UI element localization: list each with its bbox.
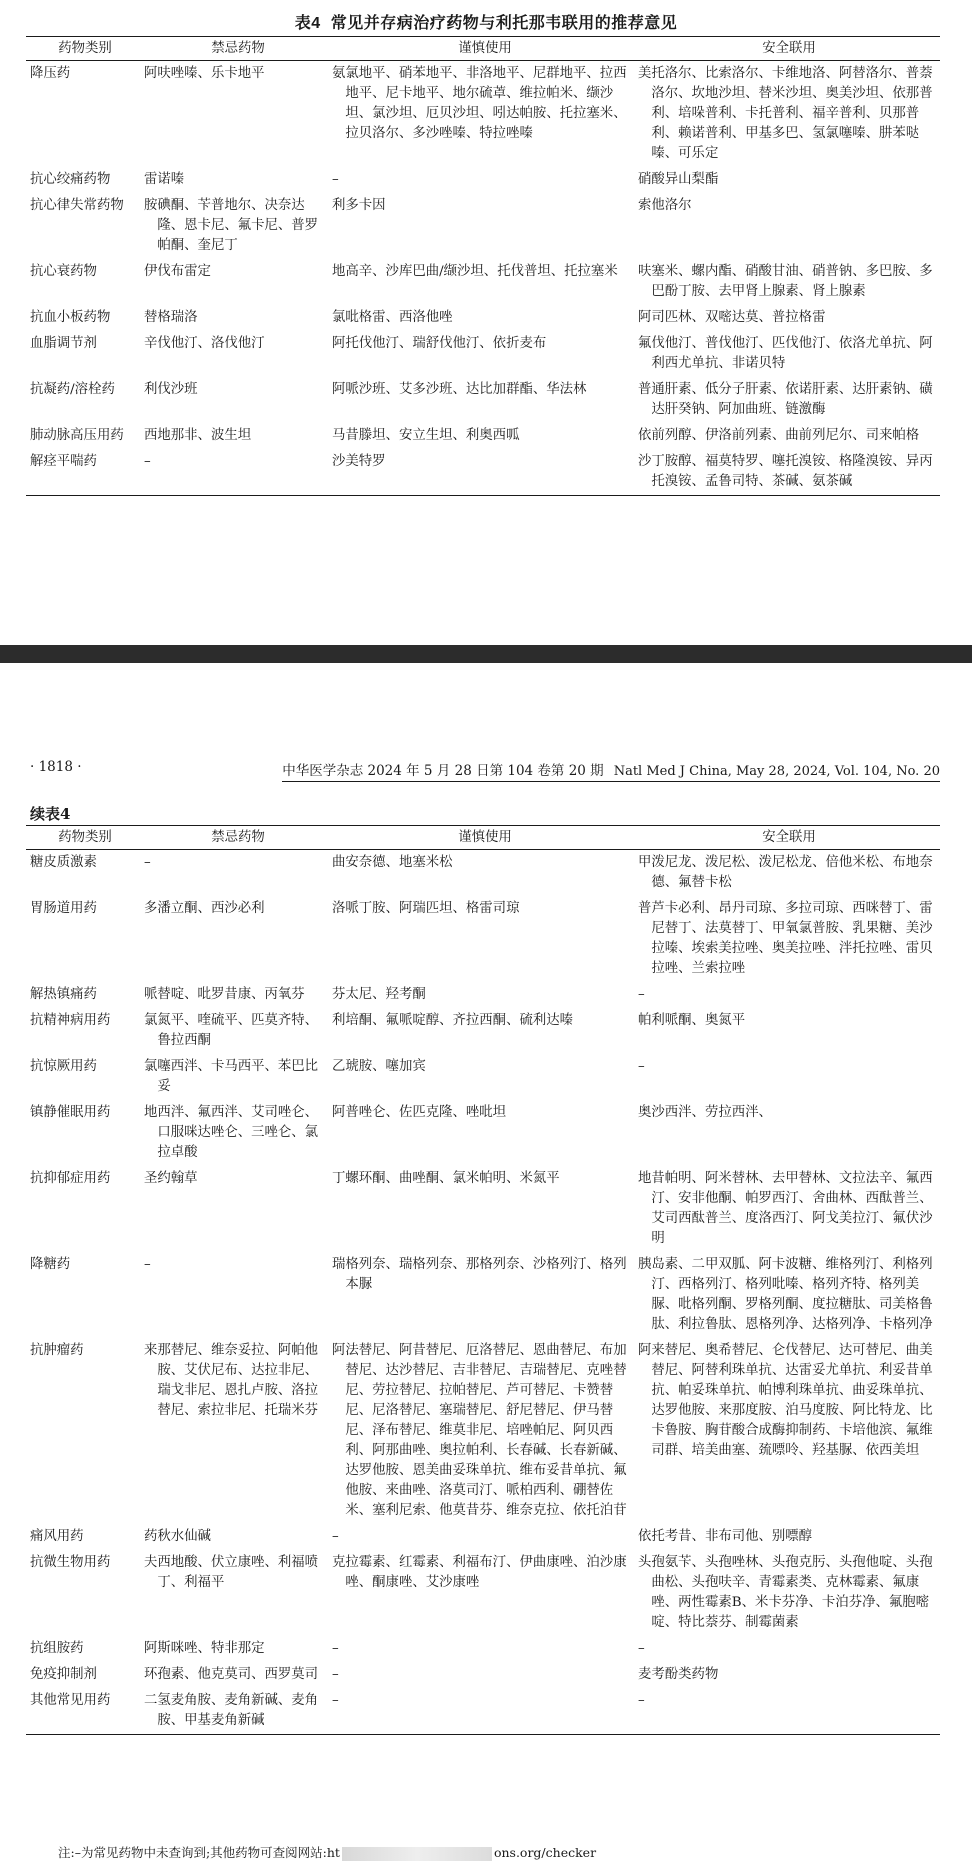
safe-combination-cell bbox=[638, 1252, 940, 1338]
table-row bbox=[26, 982, 940, 1008]
table-row bbox=[26, 1100, 940, 1166]
table-row bbox=[26, 1550, 940, 1636]
table-row bbox=[26, 1054, 940, 1100]
cell-text: 克拉霉素、红霉素、利福布汀、伊曲康唑、泊沙康唑、酮康唑、艾沙康唑 bbox=[332, 1555, 627, 1590]
drug-category-cell bbox=[26, 1166, 144, 1252]
cell-text: 降压药 bbox=[30, 66, 71, 81]
column-header: 安全联用 bbox=[638, 826, 940, 850]
caution-cell bbox=[332, 1662, 638, 1688]
contraindicated-cell bbox=[144, 1338, 332, 1524]
table-row bbox=[26, 305, 940, 331]
table-4-continued-title: 续表4 bbox=[30, 805, 71, 823]
safe-combination-cell bbox=[638, 167, 940, 193]
table-row bbox=[26, 167, 940, 193]
drug-category-cell bbox=[26, 1662, 144, 1688]
safe-combination-cell bbox=[638, 1338, 940, 1524]
cell-text: – bbox=[332, 1693, 339, 1708]
contraindicated-cell bbox=[144, 259, 332, 305]
cell-text: 雷诺嗪 bbox=[144, 172, 185, 187]
page-number: · 1818 · bbox=[30, 759, 82, 775]
drug-category-cell bbox=[26, 1688, 144, 1735]
drug-category-cell bbox=[26, 193, 144, 259]
cell-text: 抗抑郁症用药 bbox=[30, 1171, 111, 1186]
drug-category-cell bbox=[26, 423, 144, 449]
caution-cell bbox=[332, 982, 638, 1008]
drug-category-cell bbox=[26, 1252, 144, 1338]
drug-category-cell bbox=[26, 167, 144, 193]
cell-text: 镇静催眠用药 bbox=[30, 1105, 111, 1120]
cell-text: 药秋水仙碱 bbox=[144, 1529, 211, 1544]
contraindicated-cell bbox=[144, 193, 332, 259]
redacted-url-region bbox=[342, 1847, 492, 1861]
cell-text: 沙丁胺醇、福莫特罗、噻托溴铵、格隆溴铵、异丙托溴铵、孟鲁司特、茶碱、氨茶碱 bbox=[638, 454, 933, 489]
cell-text: 替格瑞洛 bbox=[144, 310, 198, 325]
cell-text: 地西泮、氟西泮、艾司唑仑、口服咪达唑仑、三唑仑、氯拉卓酸 bbox=[144, 1105, 319, 1160]
contraindicated-cell bbox=[144, 167, 332, 193]
cell-text: 抗微生物用药 bbox=[30, 1555, 111, 1570]
cell-text: 利培酮、氟哌啶醇、齐拉西酮、硫利达嗪 bbox=[332, 1013, 574, 1028]
caution-cell bbox=[332, 1338, 638, 1524]
table-header-row bbox=[26, 37, 940, 61]
caution-cell bbox=[332, 1252, 638, 1338]
cell-text: 阿托伐他汀、瑞舒伐他汀、依折麦布 bbox=[332, 336, 547, 351]
cell-text: 硝酸异山梨酯 bbox=[638, 172, 719, 187]
cell-text: 其他常见用药 bbox=[30, 1693, 111, 1708]
safe-combination-cell bbox=[638, 850, 940, 897]
cell-text: 西地那非、波生坦 bbox=[144, 428, 252, 443]
cell-text: 阿普唑仑、佐匹克隆、唑吡坦 bbox=[332, 1105, 507, 1120]
contraindicated-cell bbox=[144, 1008, 332, 1054]
table-4-caption: 常见并存病治疗药物与利托那韦联用的推荐意见 bbox=[330, 13, 678, 32]
cell-text: 帕利哌酮、奥氮平 bbox=[638, 1013, 746, 1028]
cell-text: 抗凝药/溶栓药 bbox=[30, 382, 115, 397]
cell-text: 降糖药 bbox=[30, 1257, 71, 1272]
safe-combination-cell bbox=[638, 259, 940, 305]
cell-text: – bbox=[332, 1641, 339, 1656]
safe-combination-cell bbox=[638, 331, 940, 377]
cell-text: 抗心绞痛药物 bbox=[30, 172, 111, 187]
cell-text: 阿哌沙班、艾多沙班、达比加群酯、华法林 bbox=[332, 382, 587, 397]
safe-combination-cell bbox=[638, 423, 940, 449]
column-header: 药物类别 bbox=[26, 826, 144, 850]
running-header bbox=[30, 759, 940, 781]
safe-combination-cell bbox=[638, 1524, 940, 1550]
cell-text: 洛哌丁胺、阿瑞匹坦、格雷司琼 bbox=[332, 901, 520, 916]
drug-category-cell bbox=[26, 305, 144, 331]
cell-text: 环孢素、他克莫司、西罗莫司 bbox=[144, 1667, 319, 1682]
cell-text: 辛伐他汀、洛伐他汀 bbox=[144, 336, 265, 351]
contraindicated-cell bbox=[144, 1550, 332, 1636]
drug-category-cell bbox=[26, 1338, 144, 1524]
cell-text: 利伐沙班 bbox=[144, 382, 198, 397]
table-row bbox=[26, 61, 940, 168]
cell-text: 甲泼尼龙、泼尼松、泼尼松龙、倍他米松、布地奈德、氟替卡松 bbox=[638, 855, 933, 890]
table-header-row bbox=[26, 826, 940, 850]
cell-text: 抗惊厥用药 bbox=[30, 1059, 97, 1074]
cell-text: 索他洛尔 bbox=[638, 198, 692, 213]
cell-text: – bbox=[332, 1667, 339, 1682]
table-row bbox=[26, 1008, 940, 1054]
cell-text: – bbox=[332, 172, 339, 187]
table-row bbox=[26, 1524, 940, 1550]
cell-text: 阿斯咪唑、特非那定 bbox=[144, 1641, 265, 1656]
drug-category-cell bbox=[26, 331, 144, 377]
safe-combination-cell bbox=[638, 377, 940, 423]
column-header: 谨慎使用 bbox=[332, 37, 638, 61]
caution-cell bbox=[332, 1550, 638, 1636]
drug-category-cell bbox=[26, 1100, 144, 1166]
contraindicated-cell bbox=[144, 61, 332, 168]
drug-category-cell bbox=[26, 1008, 144, 1054]
drug-category-cell bbox=[26, 377, 144, 423]
drug-category-cell bbox=[26, 1636, 144, 1662]
cell-text: 夫西地酸、伏立康唑、利福喷丁、利福平 bbox=[144, 1555, 319, 1590]
cell-text: 丁螺环酮、曲唑酮、氯米帕明、米氮平 bbox=[332, 1171, 560, 1186]
cell-text: 胺碘酮、苄普地尔、决奈达隆、恩卡尼、氟卡尼、普罗帕酮、奎尼丁 bbox=[144, 198, 319, 253]
cell-text: 肺动脉高压用药 bbox=[30, 428, 124, 443]
table-4-title bbox=[0, 10, 972, 33]
safe-combination-cell bbox=[638, 449, 940, 496]
caution-cell bbox=[332, 1524, 638, 1550]
cell-text: 氯氮平、喹硫平、匹莫齐特、鲁拉西酮 bbox=[144, 1013, 319, 1048]
safe-combination-cell bbox=[638, 1688, 940, 1735]
table-row bbox=[26, 1662, 940, 1688]
caution-cell bbox=[332, 167, 638, 193]
contraindicated-cell bbox=[144, 305, 332, 331]
cell-text: 沙美特罗 bbox=[332, 454, 386, 469]
page-bottom bbox=[0, 663, 972, 1876]
drug-category-cell bbox=[26, 1550, 144, 1636]
cell-text: 抗组胺药 bbox=[30, 1641, 84, 1656]
drug-category-cell bbox=[26, 982, 144, 1008]
safe-combination-cell bbox=[638, 982, 940, 1008]
column-header: 禁忌药物 bbox=[144, 826, 332, 850]
cell-text: 解热镇痛药 bbox=[30, 987, 97, 1002]
drug-category-cell bbox=[26, 1054, 144, 1100]
safe-combination-cell bbox=[638, 1054, 940, 1100]
drug-interaction-table-4-continued bbox=[26, 825, 940, 1735]
cell-text: – bbox=[144, 855, 151, 870]
drug-category-cell bbox=[26, 61, 144, 168]
safe-combination-cell bbox=[638, 1636, 940, 1662]
cell-text: 阿来替尼、奥希替尼、仑伐替尼、达可替尼、曲美替尼、阿替利珠单抗、达雷妥尤单抗、利妥昔单抗、帕妥珠单抗、帕博利珠单抗、曲妥珠单抗、达罗他胺、来那度胺、泊马度胺、阿比特龙、比卡鲁胺、胸苷酸合成酶抑制药、卡培他滨、氟维司群、培美曲塞、巯嘌呤、羟基脲、依西美坦 bbox=[638, 1343, 933, 1458]
contraindicated-cell bbox=[144, 1524, 332, 1550]
cell-text: 依托考昔、非布司他、别嘌醇 bbox=[638, 1529, 813, 1544]
contraindicated-cell bbox=[144, 982, 332, 1008]
caution-cell bbox=[332, 423, 638, 449]
cell-text: – bbox=[638, 987, 645, 1002]
caution-cell bbox=[332, 377, 638, 423]
cell-text: 免疫抑制剂 bbox=[30, 1667, 97, 1682]
cell-text: 阿呋唑嗪、乐卡地平 bbox=[144, 66, 265, 81]
cell-text: 美托洛尔、比索洛尔、卡维地洛、阿替洛尔、普萘洛尔、坎地沙坦、替米沙坦、奥美沙坦、依那普利、培哚普利、卡托普利、福辛普利、贝那普利、赖诺普利、甲基多巴、氢氯噻嗪、肼苯哒嗪、可乐定 bbox=[638, 66, 933, 161]
caution-cell bbox=[332, 449, 638, 496]
cell-text: 伊伐布雷定 bbox=[144, 264, 211, 279]
contraindicated-cell bbox=[144, 331, 332, 377]
cell-text: 曲安奈德、地塞米松 bbox=[332, 855, 453, 870]
drug-category-cell bbox=[26, 1524, 144, 1550]
footnote-text: 注:–为常见药物中未查询到;其他药物可查阅网站:ht bbox=[58, 1845, 340, 1860]
cell-text: 乙琥胺、噻加宾 bbox=[332, 1059, 426, 1074]
safe-combination-cell bbox=[638, 1166, 940, 1252]
cell-text: 奥沙西泮、劳拉西泮、 bbox=[638, 1105, 772, 1120]
caution-cell bbox=[332, 331, 638, 377]
table-row bbox=[26, 377, 940, 423]
drug-category-cell bbox=[26, 259, 144, 305]
contraindicated-cell bbox=[144, 1054, 332, 1100]
cell-text: – bbox=[638, 1059, 645, 1074]
cell-text: 来那替尼、维奈妥拉、阿帕他胺、艾伏尼布、达拉非尼、瑞戈非尼、恩扎卢胺、洛拉替尼、索拉非尼、托瑞米芬 bbox=[144, 1343, 319, 1418]
journal-citation-cn: 中华医学杂志 2024 年 5 月 28 日第 104 卷第 20 期 bbox=[282, 763, 604, 779]
cell-text: 氨氯地平、硝苯地平、非洛地平、尼群地平、拉西地平、尼卡地平、地尔硫䓬、维拉帕米、缬沙坦、氯沙坦、厄贝沙坦、吲达帕胺、托拉塞米、拉贝洛尔、多沙唑嗪、特拉唑嗪 bbox=[332, 66, 627, 141]
caution-cell bbox=[332, 305, 638, 331]
cell-text: 圣约翰草 bbox=[144, 1171, 198, 1186]
cell-text: 抗心律失常药物 bbox=[30, 198, 124, 213]
contraindicated-cell bbox=[144, 449, 332, 496]
cell-text: 芬太尼、羟考酮 bbox=[332, 987, 426, 1002]
table-row bbox=[26, 449, 940, 496]
contraindicated-cell bbox=[144, 1636, 332, 1662]
journal-citation-en: Natl Med J China, May 28, 2024, Vol. 104, No. 20 bbox=[613, 764, 940, 779]
contraindicated-cell bbox=[144, 1662, 332, 1688]
cell-text: 解痉平喘药 bbox=[30, 454, 97, 469]
caution-cell bbox=[332, 1008, 638, 1054]
cell-text: 瑞格列奈、瑞格列奈、那格列奈、沙格列汀、格列本脲 bbox=[332, 1257, 627, 1292]
cell-text: 氟伐他汀、普伐他汀、匹伐他汀、依洛尤单抗、阿利西尤单抗、非诺贝特 bbox=[638, 336, 933, 371]
cell-text: 呋塞米、螺内酯、硝酸甘油、硝普钠、多巴胺、多巴酚丁胺、去甲肾上腺素、肾上腺素 bbox=[638, 264, 933, 299]
cell-text: 头孢氨苄、头孢唑林、头孢克肟、头孢他啶、头孢曲松、头孢呋辛、青霉素类、克林霉素、氟康唑、两性霉素B、米卡芬净、卡泊芬净、氟胞嘧啶、特比萘芬、制霉菌素 bbox=[638, 1555, 933, 1630]
cell-text: 多潘立酮、西沙必利 bbox=[144, 901, 265, 916]
contraindicated-cell bbox=[144, 423, 332, 449]
caution-cell bbox=[332, 896, 638, 982]
table-row bbox=[26, 1636, 940, 1662]
table-row bbox=[26, 193, 940, 259]
cell-text: 普通肝素、低分子肝素、依诺肝素、达肝素钠、磺达肝癸钠、阿加曲班、链激酶 bbox=[638, 382, 933, 417]
cell-text: 抗肿瘤药 bbox=[30, 1343, 84, 1358]
safe-combination-cell bbox=[638, 61, 940, 168]
table-footnote bbox=[58, 1843, 596, 1861]
table-row bbox=[26, 423, 940, 449]
cell-text: – bbox=[638, 1693, 645, 1708]
cell-text: 麦考酚类药物 bbox=[638, 1667, 719, 1682]
caution-cell bbox=[332, 1100, 638, 1166]
caution-cell bbox=[332, 61, 638, 168]
cell-text: 利多卡因 bbox=[332, 198, 386, 213]
contraindicated-cell bbox=[144, 1252, 332, 1338]
drug-category-cell bbox=[26, 449, 144, 496]
footnote-url-suffix: ons.org/checker bbox=[493, 1845, 597, 1860]
caution-cell bbox=[332, 850, 638, 897]
safe-combination-cell bbox=[638, 1550, 940, 1636]
cell-text: 抗心衰药物 bbox=[30, 264, 97, 279]
contraindicated-cell bbox=[144, 1166, 332, 1252]
cell-text: 氯吡格雷、西洛他唑 bbox=[332, 310, 453, 325]
caution-cell bbox=[332, 1166, 638, 1252]
page-top bbox=[0, 0, 972, 645]
column-header: 药物类别 bbox=[26, 37, 144, 61]
cell-text: 普芦卡必利、昂丹司琼、多拉司琼、西咪替丁、雷尼替丁、法莫替丁、甲氧氯普胺、乳果糖、美沙拉嗪、埃索美拉唑、奥美拉唑、泮托拉唑、雷贝拉唑、兰索拉唑 bbox=[638, 901, 933, 976]
cell-text: 氯噻西泮、卡马西平、苯巴比妥 bbox=[144, 1059, 319, 1094]
caution-cell bbox=[332, 193, 638, 259]
column-header: 安全联用 bbox=[638, 37, 940, 61]
table-4-label: 表4 bbox=[294, 15, 321, 32]
safe-combination-cell bbox=[638, 1662, 940, 1688]
table-row bbox=[26, 1252, 940, 1338]
contraindicated-cell bbox=[144, 1100, 332, 1166]
table-row bbox=[26, 1338, 940, 1524]
caution-cell bbox=[332, 1636, 638, 1662]
drug-category-cell bbox=[26, 850, 144, 897]
cell-text: – bbox=[638, 1641, 645, 1656]
table-row bbox=[26, 850, 940, 897]
safe-combination-cell bbox=[638, 1008, 940, 1054]
cell-text: 抗精神病用药 bbox=[30, 1013, 111, 1028]
cell-text: 胃肠道用药 bbox=[30, 901, 97, 916]
cell-text: 抗血小板药物 bbox=[30, 310, 111, 325]
cell-text: 糖皮质激素 bbox=[30, 855, 97, 870]
page-divider bbox=[0, 645, 972, 663]
caution-cell bbox=[332, 1688, 638, 1735]
column-header: 禁忌药物 bbox=[144, 37, 332, 61]
cell-text: – bbox=[144, 1257, 151, 1272]
contraindicated-cell bbox=[144, 377, 332, 423]
table-row bbox=[26, 331, 940, 377]
safe-combination-cell bbox=[638, 896, 940, 982]
drug-category-cell bbox=[26, 896, 144, 982]
safe-combination-cell bbox=[638, 193, 940, 259]
table-row bbox=[26, 1688, 940, 1735]
contraindicated-cell bbox=[144, 1688, 332, 1735]
drug-interaction-table-4 bbox=[26, 36, 940, 496]
column-header: 谨慎使用 bbox=[332, 826, 638, 850]
safe-combination-cell bbox=[638, 1100, 940, 1166]
cell-text: 阿司匹林、双嘧达莫、普拉格雷 bbox=[638, 310, 826, 325]
cell-text: 血脂调节剂 bbox=[30, 336, 97, 351]
cell-text: 马昔滕坦、安立生坦、利奥西呱 bbox=[332, 428, 520, 443]
safe-combination-cell bbox=[638, 305, 940, 331]
cell-text: 阿法替尼、阿昔替尼、厄洛替尼、恩曲替尼、布加替尼、达沙替尼、吉非替尼、吉瑞替尼、克唑替尼、劳拉替尼、拉帕替尼、芦可替尼、卡赞替尼、尼洛替尼、塞瑞替尼、舒尼替尼、伊马替尼、泽布替尼、维莫非尼、培唑帕尼、阿贝西利、阿那曲唑、奥拉帕利、长春碱、长春新碱、达罗他胺、恩美曲妥珠单抗、维布妥昔单抗、氟他胺、来曲唑、洛莫司汀、哌柏西利、硼替佐米、塞利尼索、他莫昔芬、维奈克拉、依托泊苷 bbox=[332, 1343, 627, 1518]
cell-text: 依前列醇、伊洛前列素、曲前列尼尔、司来帕格 bbox=[638, 428, 920, 443]
cell-text: 地高辛、沙库巴曲/缬沙坦、托伐普坦、托拉塞米 bbox=[332, 264, 618, 279]
caution-cell bbox=[332, 259, 638, 305]
cell-text: 二氢麦角胺、麦角新碱、麦角胺、甲基麦角新碱 bbox=[144, 1693, 319, 1728]
cell-text: 哌替啶、吡罗昔康、丙氧芬 bbox=[144, 987, 305, 1002]
contraindicated-cell bbox=[144, 850, 332, 897]
cell-text: – bbox=[144, 454, 151, 469]
cell-text: 胰岛素、二甲双胍、阿卡波糖、维格列汀、利格列汀、西格列汀、格列吡嗪、格列齐特、格列美脲、吡格列酮、罗格列酮、度拉糖肽、司美格鲁肽、利拉鲁肽、恩格列净、达格列净、卡格列净 bbox=[638, 1257, 933, 1332]
cell-text: – bbox=[332, 1529, 339, 1544]
caution-cell bbox=[332, 1054, 638, 1100]
table-row bbox=[26, 259, 940, 305]
journal-citation bbox=[282, 759, 940, 782]
table-row bbox=[26, 896, 940, 982]
cell-text: 痛风用药 bbox=[30, 1529, 84, 1544]
contraindicated-cell bbox=[144, 896, 332, 982]
cell-text: 地昔帕明、阿米替林、去甲替林、文拉法辛、氟西汀、安非他酮、帕罗西汀、舍曲林、西酞普兰、艾司西酞普兰、度洛西汀、阿戈美拉汀、氟伏沙明 bbox=[638, 1171, 933, 1246]
table-row bbox=[26, 1166, 940, 1252]
